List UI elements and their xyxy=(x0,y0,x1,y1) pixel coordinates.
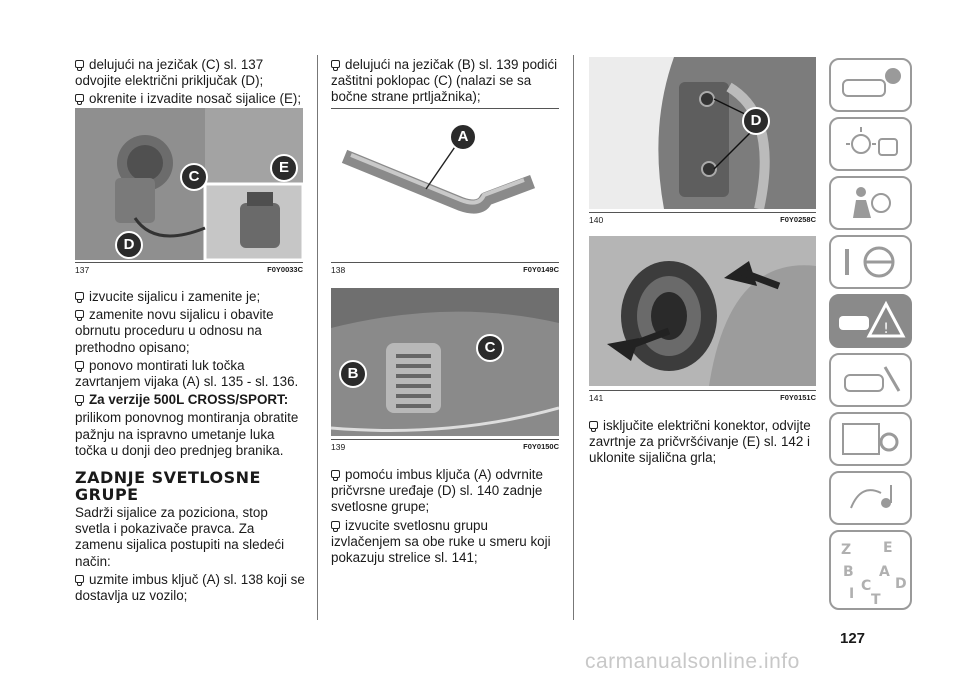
page-number: 127 xyxy=(840,630,866,647)
text: uzmite imbus ključ (A) sl. 138 koji se dostavlja uz vozilo; xyxy=(75,571,305,604)
figure-caption xyxy=(331,439,559,452)
figure-141 xyxy=(589,236,816,386)
figure-code: F0Y0033C xyxy=(267,265,303,274)
light-housing-illustration xyxy=(589,57,816,209)
text: izvucite svetlosnu grupu izvlačenjem sa obe ruke u smeru koji pokazuju strelice sl. 141; xyxy=(331,517,551,566)
text: delujući na jezičak (B) sl. 139 podići zaštitni poklopac (C) (nalazi se sa bočne strane prtljažnika); xyxy=(331,57,558,105)
label-a: A xyxy=(449,123,477,151)
bullet-icon xyxy=(331,521,340,529)
hex-key-illustration xyxy=(331,109,559,261)
paragraph: Sadrži sijalice za poziciona, stop svetla i pokazivače pravca. Za zamenu sijalica postupiti na sledeći način: xyxy=(75,505,285,569)
index-icon xyxy=(831,532,910,608)
bold-text: Za verzije 500L CROSS/SPORT: xyxy=(89,392,289,408)
figure-number: 137 xyxy=(75,265,90,275)
multimedia-icon xyxy=(831,473,910,523)
figure-caption xyxy=(589,390,816,403)
text: pomoću imbus ključa (A) odvrnite pričvrsne uređaje (D) sl. 140 zadnje svetlosne grupe; xyxy=(331,467,543,515)
column-separator xyxy=(317,55,318,620)
bullet-icon xyxy=(331,60,340,68)
tab-airbag[interactable] xyxy=(829,176,912,230)
bullet-icon xyxy=(331,470,340,478)
label-d: D xyxy=(115,231,143,259)
bullet-icon xyxy=(75,361,84,369)
text: isključite električni konektor, odvijte zavrtnje za pričvršćivanje (E) sl. 142 i uklonite sijalična grla; xyxy=(589,418,811,466)
airbag-icon xyxy=(831,178,910,228)
bullet-icon xyxy=(75,395,84,403)
watermark: carmanualsonline.info xyxy=(585,650,800,673)
column-2 xyxy=(331,57,559,108)
label-c: C xyxy=(476,334,504,362)
text: delujući na jezičak (C) sl. 137 odvojite električni priključak (D); xyxy=(75,57,264,89)
index-letter: B xyxy=(843,564,854,580)
bullet-icon xyxy=(589,421,598,429)
paragraph: prilikom ponovnog montiranja obratite pažnju na ispravno umetanje luka točka u donji deo prednjeg branika. xyxy=(75,410,299,458)
bullet-icon xyxy=(75,575,84,583)
index-letter: C xyxy=(861,578,872,594)
index-letter: Z xyxy=(841,542,852,558)
label-e: E xyxy=(270,154,298,182)
figure-140 xyxy=(589,57,816,209)
text: izvucite sijalicu i zamenite je; xyxy=(89,289,261,304)
column-1-lower xyxy=(75,289,305,606)
tab-index[interactable] xyxy=(829,530,912,610)
settings-icon xyxy=(831,414,910,464)
figure-number: 139 xyxy=(331,442,346,452)
car-info-icon xyxy=(831,60,910,110)
figure-caption xyxy=(75,262,303,275)
tab-steering[interactable] xyxy=(829,235,912,289)
lights-icon xyxy=(831,119,910,169)
figure-caption xyxy=(589,212,816,225)
text: ponovo montirati luk točka zavrtanjem vijaka (A) sl. 135 - sl. 136. xyxy=(75,357,299,390)
label-b: B xyxy=(339,360,367,388)
tab-service[interactable] xyxy=(829,353,912,407)
figure-code: F0Y0151C xyxy=(780,393,816,402)
tab-lights[interactable] xyxy=(829,117,912,171)
trunk-cover-illustration xyxy=(331,288,559,436)
column-separator xyxy=(573,55,574,620)
text: zamenite novu sijalicu i obavite obrnutu proceduru u odnosu na prethodno opisano; xyxy=(75,307,274,355)
section-heading: ZADNJE SVETLOSNE GRUPE xyxy=(75,468,261,505)
tab-settings[interactable] xyxy=(829,412,912,466)
bullet-icon xyxy=(75,60,84,68)
warning-icon xyxy=(831,296,910,346)
svg-text:!: ! xyxy=(883,321,889,337)
light-removal-illustration xyxy=(589,236,816,386)
column-2-lower xyxy=(331,467,559,568)
tab-multimedia[interactable] xyxy=(829,471,912,525)
index-letter: E xyxy=(883,540,893,556)
index-letter: D xyxy=(895,576,907,592)
figure-137 xyxy=(75,108,303,260)
figure-number: 138 xyxy=(331,265,346,275)
label-d: D xyxy=(742,107,770,135)
figure-code: F0Y0150C xyxy=(523,442,559,451)
figure-138 xyxy=(331,108,559,261)
index-letter: A xyxy=(879,564,890,580)
figure-code: F0Y0258C xyxy=(780,215,816,224)
bullet-icon xyxy=(75,310,84,318)
label-c: C xyxy=(180,163,208,191)
steering-icon xyxy=(831,237,910,287)
figure-number: 141 xyxy=(589,393,604,403)
tab-car-info[interactable] xyxy=(829,58,912,112)
index-letter: T xyxy=(871,592,881,608)
bullet-icon xyxy=(75,94,84,102)
figure-caption xyxy=(331,262,559,275)
text: okrenite i izvadite nosač sijalice (E); xyxy=(89,91,302,107)
figure-number: 140 xyxy=(589,215,604,225)
service-icon xyxy=(831,355,910,405)
tab-warning[interactable] xyxy=(829,294,912,348)
column-1 xyxy=(75,57,303,110)
bullet-icon xyxy=(75,292,84,300)
column-3-lower xyxy=(589,418,817,469)
figure-code: F0Y0149C xyxy=(523,265,559,274)
figure-139 xyxy=(331,288,559,436)
index-letter: I xyxy=(849,586,855,602)
